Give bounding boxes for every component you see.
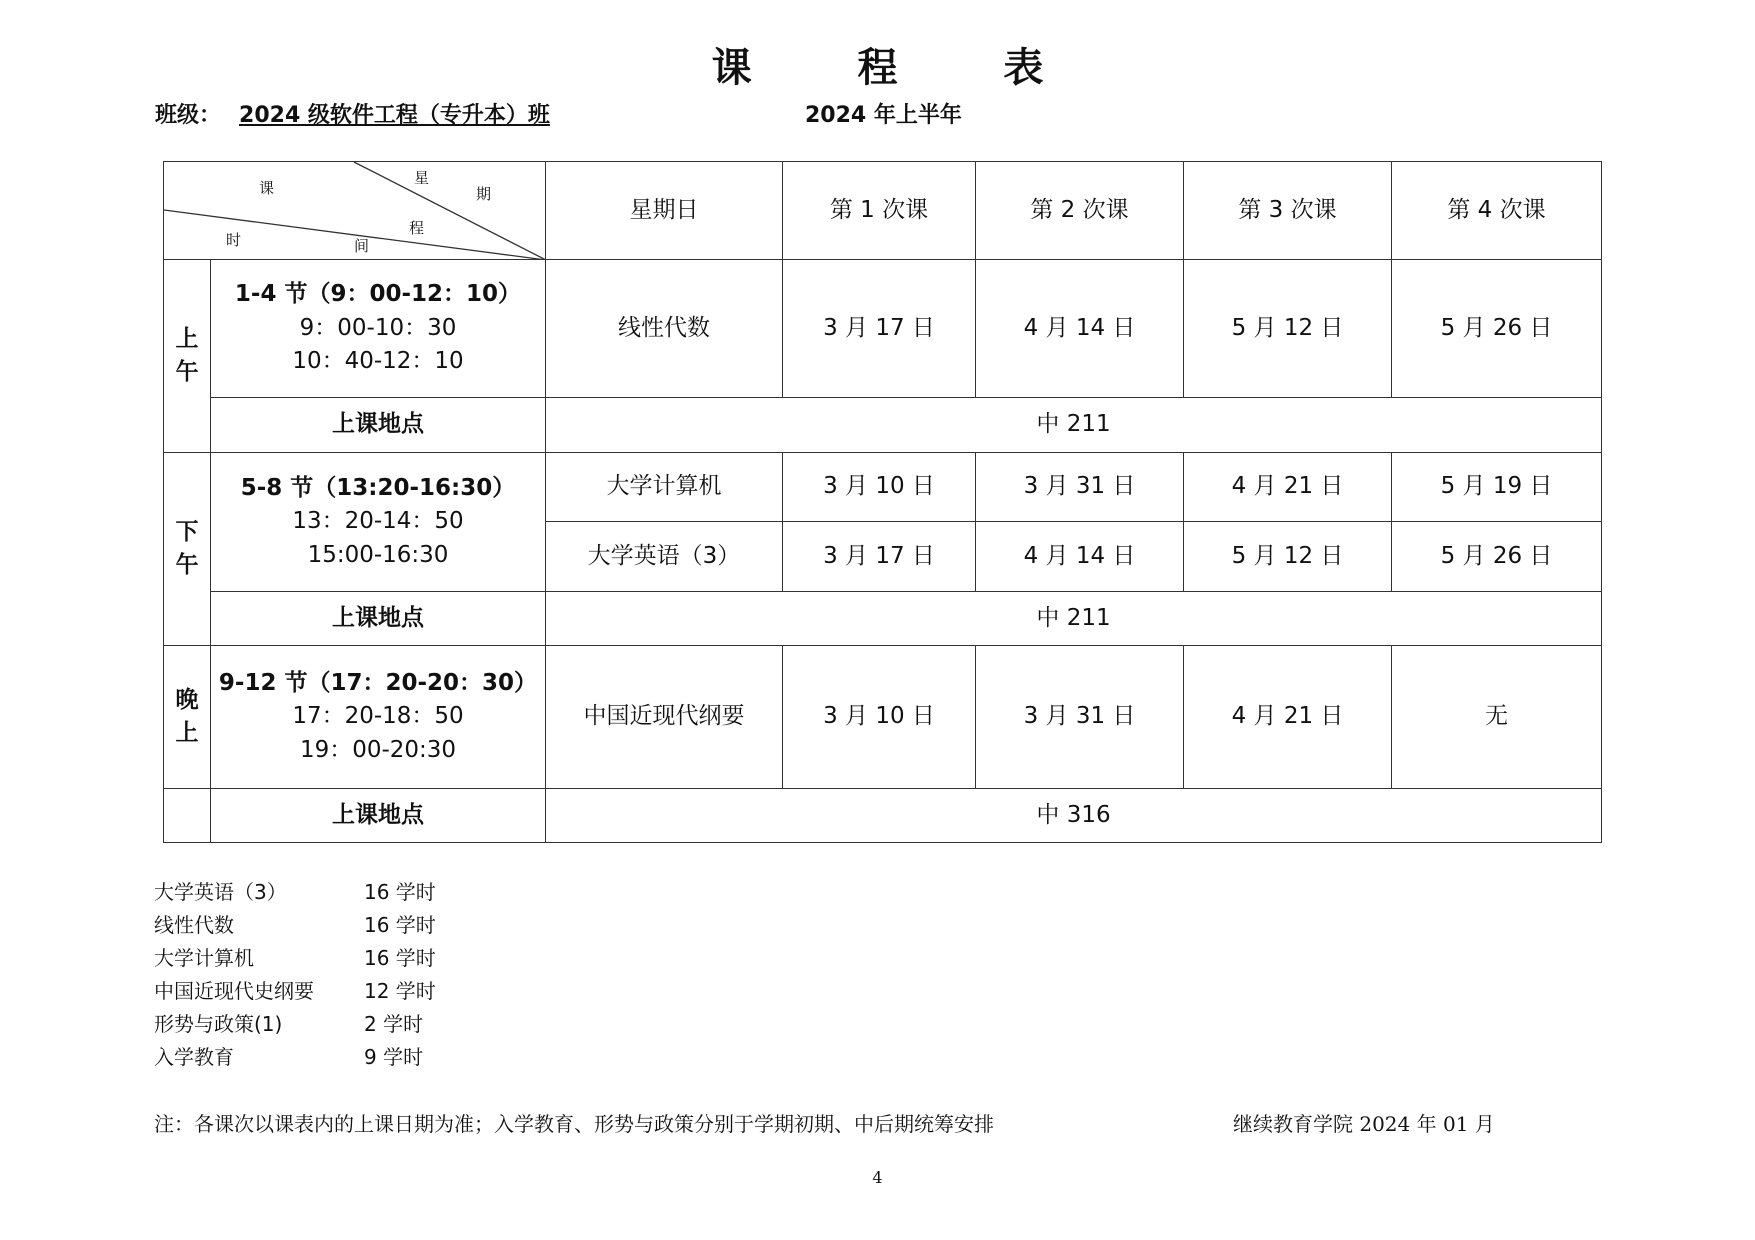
- afternoon-location-label: 上课地点: [211, 592, 546, 646]
- morning-period: 上 午: [164, 260, 211, 453]
- morning-course: 线性代数: [546, 260, 783, 398]
- evening-location-label: 上课地点: [211, 789, 546, 843]
- evening-date-4: 无: [1392, 646, 1602, 789]
- morning-slot: [211, 260, 546, 398]
- evening-date-3: 4 月 21 日: [1184, 646, 1392, 789]
- afternoon-c2-date-2: 4 月 14 日: [976, 522, 1184, 592]
- afternoon-course-2: 大学英语（3）: [546, 522, 783, 592]
- afternoon-c1-date-1: 3 月 10 日: [783, 453, 976, 522]
- morning-time-1: 9：00-10：30: [299, 314, 457, 341]
- hours-value: 12 学时: [364, 979, 436, 1003]
- corner-cheng: 程: [409, 219, 425, 237]
- corner-cell: [164, 162, 546, 260]
- morning-date-1: 3 月 17 日: [783, 260, 976, 398]
- hours-course: 中国近现代史纲要: [154, 979, 314, 1003]
- evening-location-spacer: [164, 789, 211, 843]
- hours-item: [154, 1008, 424, 1037]
- hours-item: [154, 975, 436, 1004]
- hours-value: 2 学时: [364, 1012, 424, 1036]
- afternoon-location-row: [164, 592, 1602, 646]
- evening-row: [164, 646, 1602, 789]
- afternoon-row-1: [164, 453, 1602, 522]
- issuer: 继续教育学院 2024 年 01 月: [1233, 1112, 1495, 1136]
- hours-course: 大学英语（3）: [154, 880, 287, 904]
- afternoon-c2-date-1: 3 月 17 日: [783, 522, 976, 592]
- morning-location-label: 上课地点: [211, 398, 546, 453]
- hours-item: [154, 1041, 424, 1070]
- morning-date-2: 4 月 14 日: [976, 260, 1184, 398]
- corner-qi: 期: [476, 185, 492, 203]
- header-session-3: 第 3 次课: [1184, 162, 1392, 260]
- header-row: [164, 162, 1602, 260]
- morning-date-4: 5 月 26 日: [1392, 260, 1602, 398]
- header-session-2: 第 2 次课: [976, 162, 1184, 260]
- header-session-4: 第 4 次课: [1392, 162, 1602, 260]
- evening-time-1: 17：20-18：50: [292, 703, 464, 730]
- corner-jian: 间: [354, 237, 370, 255]
- hours-course: 形势与政策(1): [154, 1012, 283, 1036]
- afternoon-slot: [211, 453, 546, 592]
- header-session-1: 第 1 次课: [783, 162, 976, 260]
- evening-time-2: 19：00-20:30: [299, 736, 457, 763]
- afternoon-c1-date-2: 3 月 31 日: [976, 453, 1184, 522]
- evening-slot: [211, 646, 546, 789]
- afternoon-course-1: 大学计算机: [546, 453, 783, 522]
- hours-item: [154, 876, 436, 905]
- hours-course: 线性代数: [154, 913, 234, 937]
- morning-location: 中 211: [546, 398, 1602, 453]
- footnote: 注：各课次以课表内的上课日期为准；入学教育、形势与政策分别于学期初期、中后期统筹安排: [154, 1112, 994, 1136]
- hours-item: [154, 942, 436, 971]
- hours-value: 16 学时: [364, 913, 436, 937]
- afternoon-time-1: 13：20-14：50: [292, 508, 464, 535]
- afternoon-c2-date-4: 5 月 26 日: [1392, 522, 1602, 592]
- hours-item: [154, 909, 436, 938]
- corner-shi: 时: [226, 231, 242, 249]
- corner-ke: 课: [259, 179, 275, 197]
- morning-date-3: 5 月 12 日: [1184, 260, 1392, 398]
- morning-slot-title: 1-4 节（9：00-12：10）: [234, 281, 522, 308]
- evening-course: 中国近现代纲要: [546, 646, 783, 789]
- morning-time-2: 10：40-12：10: [292, 348, 464, 375]
- semester: 2024 年上半年: [805, 103, 962, 128]
- evening-date-1: 3 月 10 日: [783, 646, 976, 789]
- schedule-table: [163, 161, 1602, 843]
- corner-xing: 星: [414, 169, 430, 187]
- afternoon-c2-date-3: 5 月 12 日: [1184, 522, 1392, 592]
- afternoon-location: 中 211: [546, 592, 1602, 646]
- hours-value: 9 学时: [364, 1045, 424, 1069]
- hours-course: 大学计算机: [154, 946, 254, 970]
- afternoon-slot-title: 5-8 节（13:20-16:30）: [240, 474, 516, 501]
- page-number: 4: [872, 1168, 883, 1187]
- evening-period: 晚 上: [164, 646, 211, 789]
- afternoon-c1-date-4: 5 月 19 日: [1392, 453, 1602, 522]
- class-line: [155, 98, 550, 129]
- afternoon-time-2: 15:00-16:30: [307, 541, 449, 568]
- class-label: 班级：: [155, 103, 222, 128]
- afternoon-period: 下 午: [164, 453, 211, 646]
- hours-value: 16 学时: [364, 880, 436, 904]
- hours-value: 16 学时: [364, 946, 436, 970]
- header-sunday: 星期日: [546, 162, 783, 260]
- evening-slot-title: 9-12 节（17：20-20：30）: [218, 669, 538, 696]
- afternoon-c1-date-3: 4 月 21 日: [1184, 453, 1392, 522]
- evening-location-row: [164, 789, 1602, 843]
- class-value: 2024 级软件工程（专升本）班: [239, 103, 550, 128]
- hours-course: 入学教育: [154, 1045, 234, 1069]
- morning-location-row: [164, 398, 1602, 453]
- page-title: 课 程 表: [711, 44, 1090, 91]
- evening-date-2: 3 月 31 日: [976, 646, 1184, 789]
- evening-location: 中 316: [546, 789, 1602, 843]
- morning-row: [164, 260, 1602, 398]
